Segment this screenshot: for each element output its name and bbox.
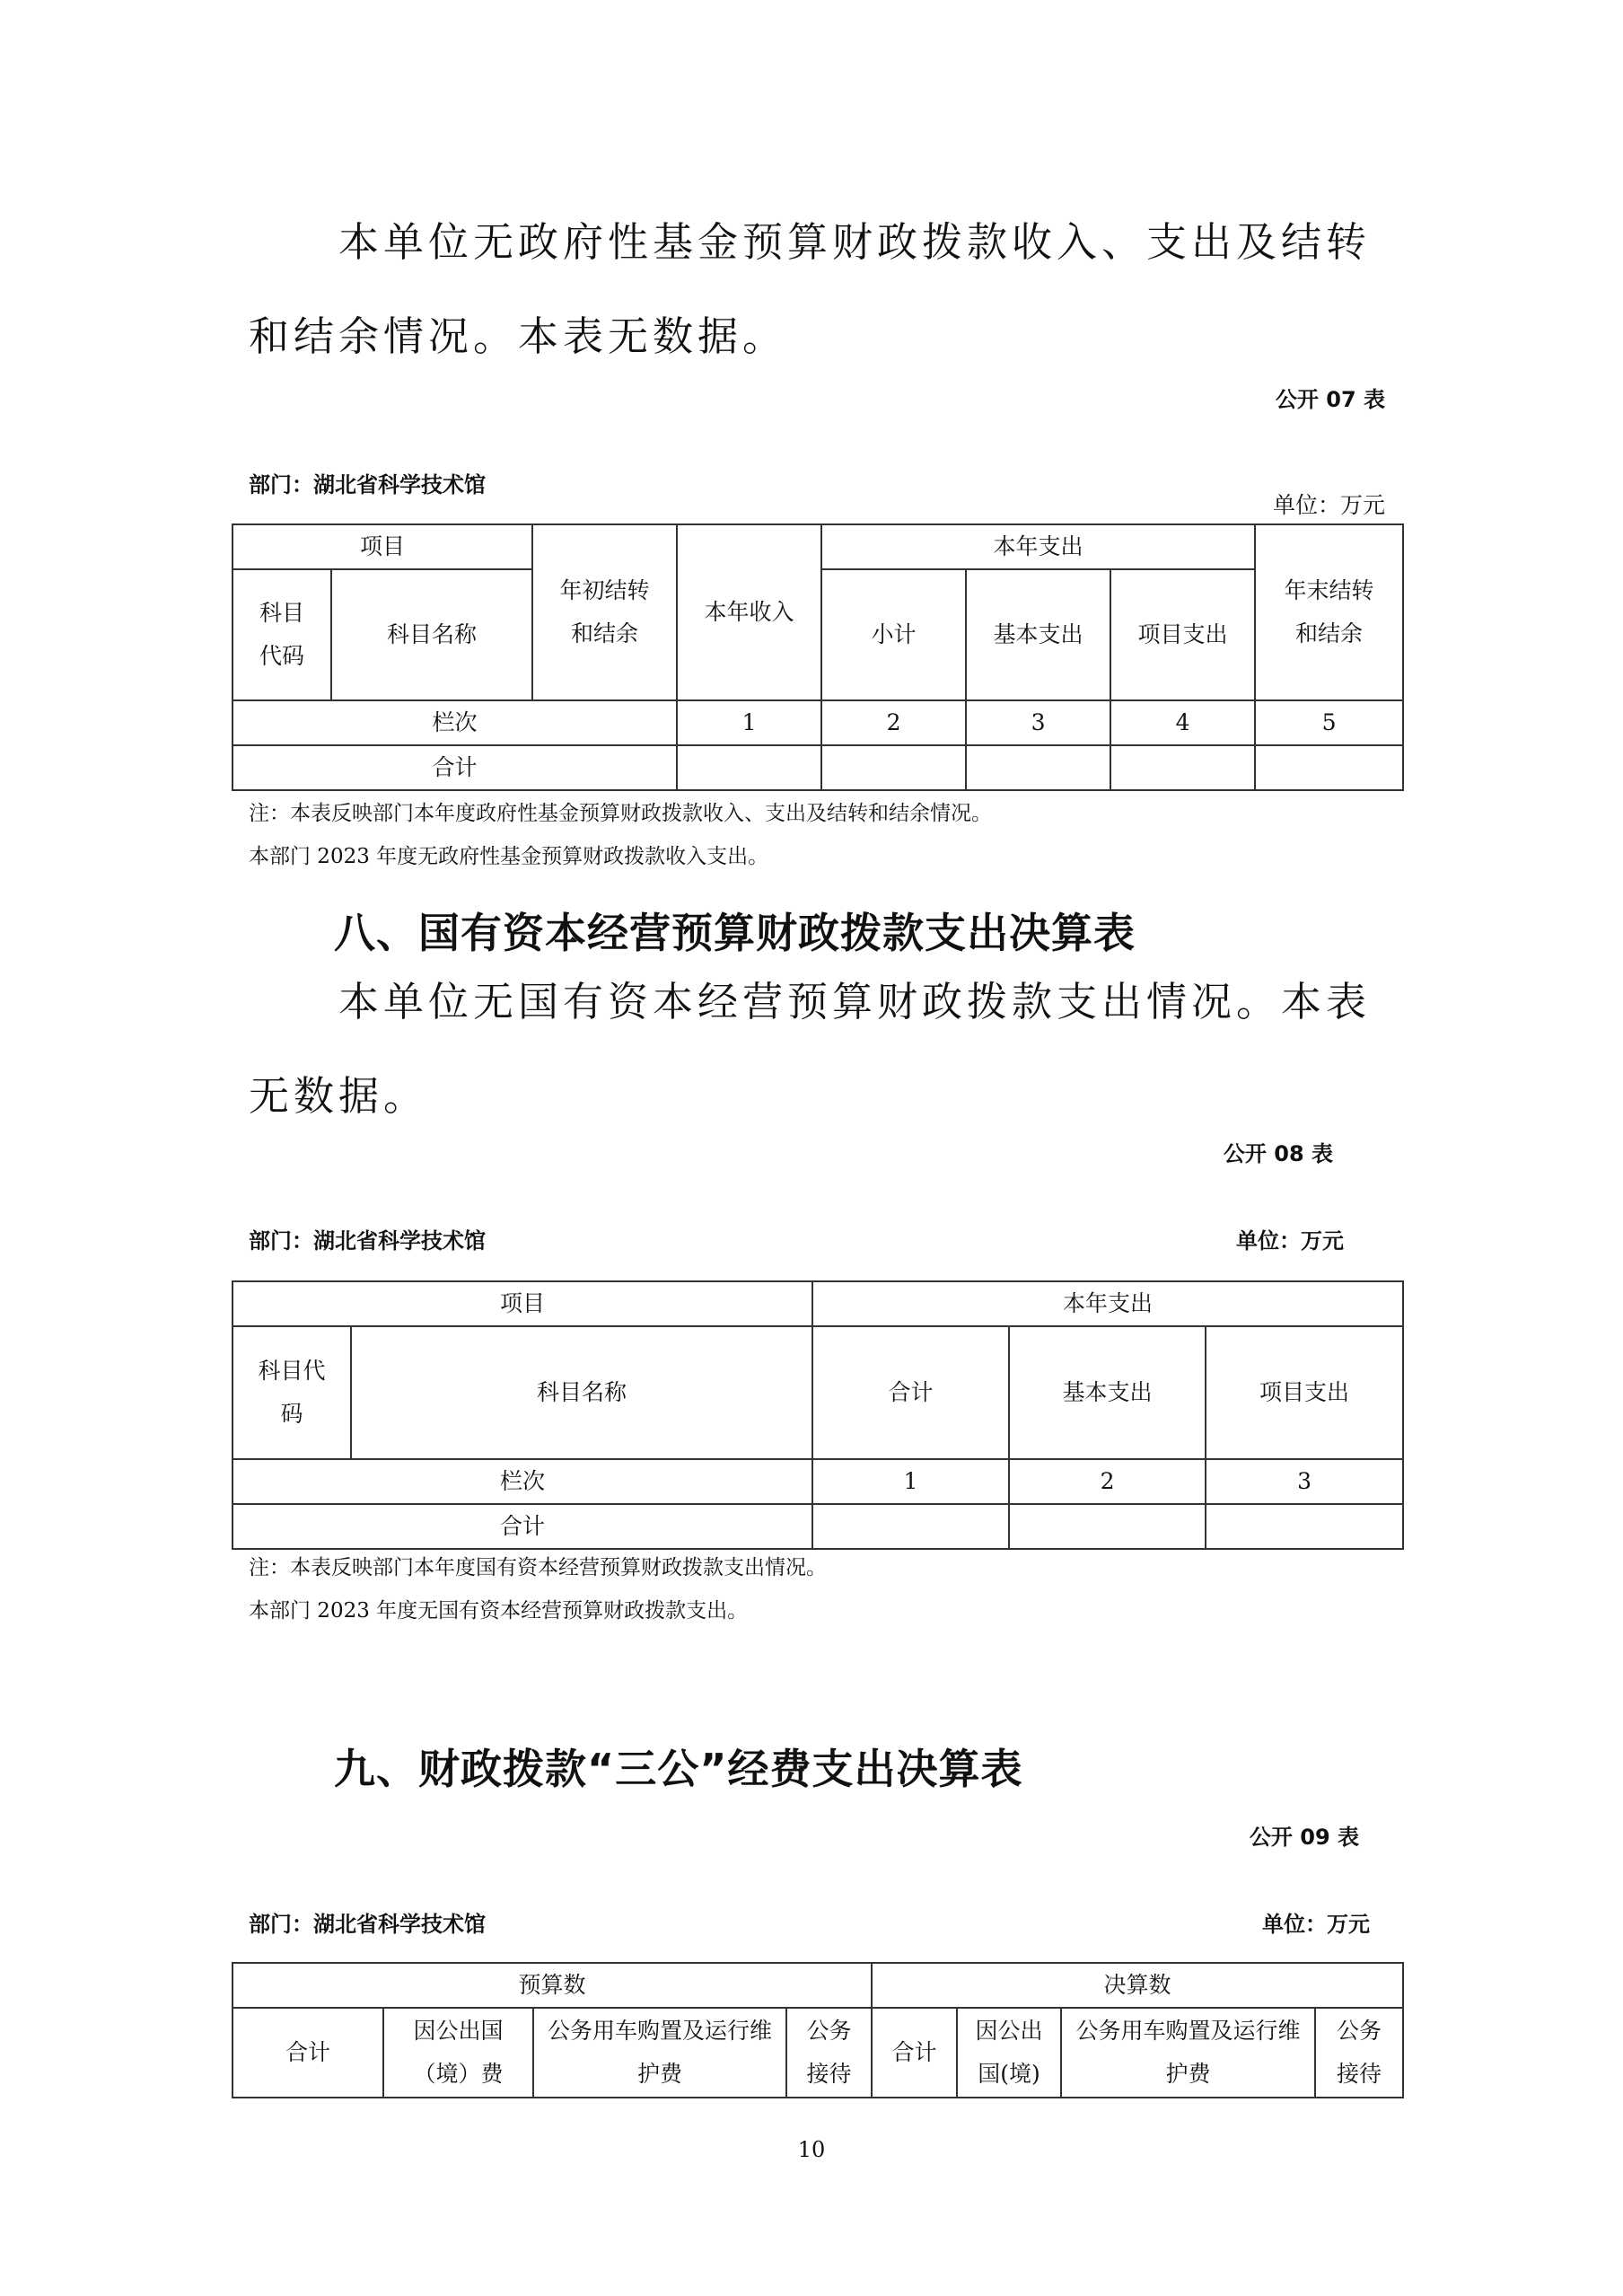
t08-col-2: 2 bbox=[1009, 1459, 1206, 1504]
t09-header-final-abroad: 因公出国(境) bbox=[957, 2008, 1061, 2098]
section8-heading: 八、国有资本经营预算财政拨款支出决算表 bbox=[334, 909, 1136, 957]
t09-header-budget: 预算数 bbox=[232, 1963, 872, 2008]
t07-row-index-label: 栏次 bbox=[232, 700, 677, 745]
table08-dept: 部门：湖北省科学技术馆 bbox=[249, 1228, 486, 1254]
table09-unit: 单位：万元 bbox=[1262, 1912, 1370, 1937]
t07-header-basic: 基本支出 bbox=[966, 569, 1110, 700]
t07-col-2: 2 bbox=[821, 700, 966, 745]
t07-total-label: 合计 bbox=[232, 745, 677, 790]
t09-header-budget-abroad: 因公出国（境）费 bbox=[383, 2008, 533, 2098]
t08-header-subject-name: 科目名称 bbox=[351, 1326, 812, 1459]
t07-total-cell bbox=[821, 745, 966, 790]
t07-header-subject-code: 科目代码 bbox=[232, 569, 331, 700]
t08-row-index-label: 栏次 bbox=[232, 1459, 812, 1504]
t08-header-item: 项目 bbox=[232, 1281, 812, 1326]
table07-unit: 单位：万元 bbox=[1272, 492, 1385, 518]
t07-total-cell bbox=[966, 745, 1110, 790]
t08-header-subject-code: 科目代码 bbox=[232, 1326, 351, 1459]
t09-header-budget-reception: 公务接待 bbox=[786, 2008, 872, 2098]
t09-header-budget-vehicle: 公务用车购置及运行维护费 bbox=[533, 2008, 786, 2098]
t08-total-cell bbox=[812, 1504, 1009, 1549]
t08-header-basic: 基本支出 bbox=[1009, 1326, 1206, 1459]
t07-total-cell bbox=[1110, 745, 1255, 790]
t07-header-project: 项目支出 bbox=[1110, 569, 1255, 700]
table07 bbox=[232, 523, 1404, 791]
table07-dept: 部门：湖北省科学技术馆 bbox=[249, 472, 486, 497]
page-number: 10 bbox=[797, 2137, 826, 2162]
t08-total-cell bbox=[1009, 1504, 1206, 1549]
t08-header-project: 项目支出 bbox=[1206, 1326, 1403, 1459]
table07-note-2: 本部门 2023 年度无政府性基金预算财政拨款收入支出。 bbox=[249, 845, 769, 868]
t09-header-budget-total: 合计 bbox=[232, 2008, 383, 2098]
t08-header-total: 合计 bbox=[812, 1326, 1009, 1459]
table07-code: 公开 07 表 bbox=[1275, 387, 1385, 412]
t07-header-begin-balance: 年初结转和结余 bbox=[532, 524, 677, 700]
t07-header-income: 本年收入 bbox=[677, 524, 821, 700]
t09-header-final-total: 合计 bbox=[872, 2008, 957, 2098]
section8-paragraph: 本单位无国有资本经营预算财政拨款支出情况。本表无数据。 bbox=[249, 978, 1372, 1120]
t07-col-5: 5 bbox=[1255, 700, 1403, 745]
t08-total-label: 合计 bbox=[232, 1504, 812, 1549]
table08-note-2: 本部门 2023 年度无国有资本经营预算财政拨款支出。 bbox=[249, 1599, 749, 1623]
t07-header-item: 项目 bbox=[232, 524, 532, 569]
table08-note-1: 注：本表反映部门本年度国有资本经营预算财政拨款支出情况。 bbox=[249, 1556, 827, 1579]
t08-header-expense: 本年支出 bbox=[812, 1281, 1403, 1326]
table09-code: 公开 09 表 bbox=[1249, 1825, 1359, 1850]
table08 bbox=[232, 1280, 1404, 1550]
table08-unit: 单位：万元 bbox=[1236, 1228, 1344, 1254]
t09-header-final-vehicle: 公务用车购置及运行维护费 bbox=[1061, 2008, 1315, 2098]
section9-heading: 九、财政拨款“三公”经费支出决算表 bbox=[334, 1745, 1023, 1793]
t08-total-cell bbox=[1206, 1504, 1403, 1549]
table08-code: 公开 08 表 bbox=[1223, 1141, 1333, 1166]
table09-dept: 部门：湖北省科学技术馆 bbox=[249, 1912, 486, 1937]
intro-paragraph: 本单位无政府性基金预算财政拨款收入、支出及结转和结余情况。本表无数据。 bbox=[249, 218, 1372, 360]
table09 bbox=[232, 1962, 1404, 2098]
table07-note-1: 注：本表反映部门本年度政府性基金预算财政拨款收入、支出及结转和结余情况。 bbox=[249, 802, 992, 825]
t07-col-3: 3 bbox=[966, 700, 1110, 745]
t09-header-final: 决算数 bbox=[872, 1963, 1403, 2008]
t08-col-1: 1 bbox=[812, 1459, 1009, 1504]
t07-header-expense: 本年支出 bbox=[821, 524, 1255, 569]
t07-col-4: 4 bbox=[1110, 700, 1255, 745]
t07-header-subtotal: 小计 bbox=[821, 569, 966, 700]
t07-total-cell bbox=[677, 745, 821, 790]
t07-total-cell bbox=[1255, 745, 1403, 790]
t09-header-final-reception: 公务接待 bbox=[1315, 2008, 1403, 2098]
t07-header-subject-name: 科目名称 bbox=[331, 569, 532, 700]
t07-col-1: 1 bbox=[677, 700, 821, 745]
t07-header-end-balance: 年末结转和结余 bbox=[1255, 524, 1403, 700]
t08-col-3: 3 bbox=[1206, 1459, 1403, 1504]
